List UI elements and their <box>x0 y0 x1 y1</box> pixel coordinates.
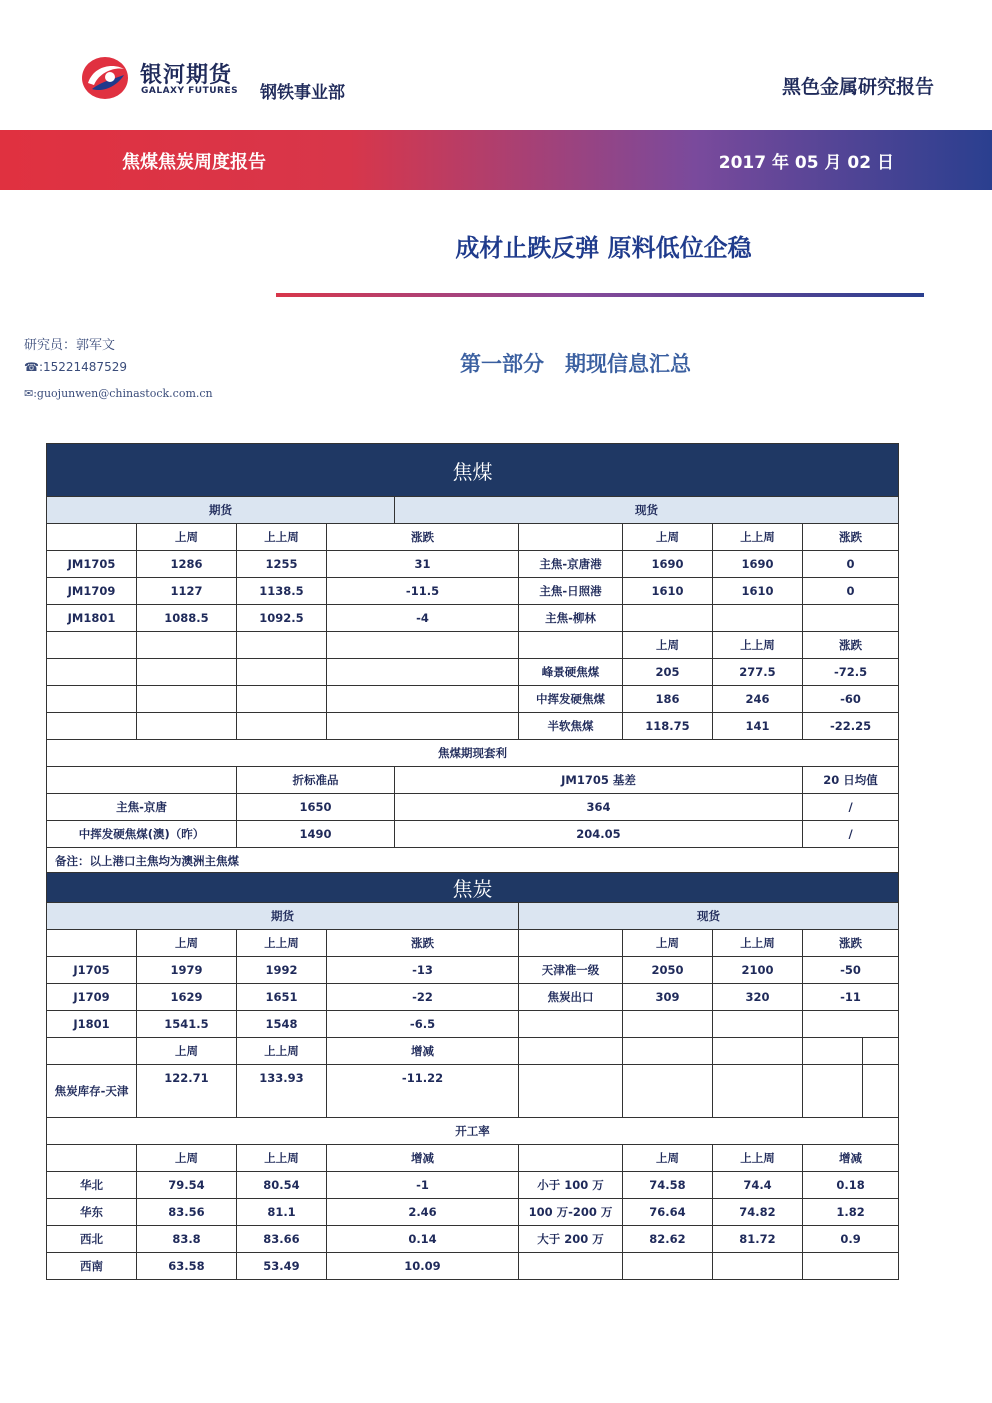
coke-table <box>46 872 899 1280</box>
empty-cell <box>47 1145 137 1172</box>
table-cell: 主焦-京唐港 <box>519 551 623 578</box>
empty-cell <box>713 1065 803 1118</box>
table-cell: 83.56 <box>137 1199 237 1226</box>
table-cell: 1286 <box>137 551 237 578</box>
arbitrage-title: 焦煤期现套利 <box>47 740 899 767</box>
table-cell: 1690 <box>713 551 803 578</box>
table-cell: 主焦-日照港 <box>519 578 623 605</box>
table-cell: 0 <box>803 578 899 605</box>
table-cell: 1541.5 <box>137 1011 237 1038</box>
table-cell: 309 <box>623 984 713 1011</box>
table-cell: 83.8 <box>137 1226 237 1253</box>
table-cell: J1705 <box>47 957 137 984</box>
table-cell: JM1709 <box>47 578 137 605</box>
col-header: 上上周 <box>237 1145 327 1172</box>
empty-cell <box>327 659 519 686</box>
galaxy-logo-icon <box>80 55 130 101</box>
table-cell: JM1705 <box>47 551 137 578</box>
col-header: 上周 <box>623 524 713 551</box>
empty-cell <box>803 1011 899 1038</box>
empty-cell <box>237 659 327 686</box>
banner-title: 焦煤焦炭周度报告 <box>122 152 266 173</box>
empty-cell <box>803 1065 863 1118</box>
table-cell: -22.25 <box>803 713 899 740</box>
col-header: 上周 <box>137 930 237 957</box>
table-cell: 100 万-200 万 <box>519 1199 623 1226</box>
empty-cell <box>519 1065 623 1118</box>
table-cell: 1138.5 <box>237 578 327 605</box>
table-cell: / <box>803 794 899 821</box>
arb-header: 折标准品 <box>237 767 395 794</box>
table-cell: 0 <box>803 551 899 578</box>
empty-cell <box>519 632 623 659</box>
table-cell: 81.1 <box>237 1199 327 1226</box>
logo-text-en: GALAXY FUTURES <box>141 86 239 96</box>
empty-cell <box>803 1253 899 1280</box>
empty-cell <box>713 1038 803 1065</box>
table-cell: 0.14 <box>327 1226 519 1253</box>
table-cell: -1 <box>327 1172 519 1199</box>
analyst-phone: ☎:15221487529 <box>24 360 127 374</box>
table-cell: 364 <box>395 794 803 821</box>
spot-label: 现货 <box>395 497 899 524</box>
empty-cell <box>623 1253 713 1280</box>
table-cell: 1092.5 <box>237 605 327 632</box>
col-header: 增减 <box>327 1038 519 1065</box>
table-cell: 1610 <box>713 578 803 605</box>
empty-cell <box>623 1038 713 1065</box>
table-cell: 0.9 <box>803 1226 899 1253</box>
table-cell: -4 <box>327 605 519 632</box>
empty-cell <box>623 1065 713 1118</box>
empty-cell <box>519 930 623 957</box>
arb-header: 20 日均值 <box>803 767 899 794</box>
empty-cell <box>519 1145 623 1172</box>
table-cell: 76.64 <box>623 1199 713 1226</box>
col-header: 上上周 <box>713 930 803 957</box>
empty-cell <box>803 1038 863 1065</box>
arb-header: JM1705 基差 <box>395 767 803 794</box>
table-cell: 74.82 <box>713 1199 803 1226</box>
empty-cell <box>137 632 237 659</box>
empty-cell <box>47 686 137 713</box>
table-cell: 246 <box>713 686 803 713</box>
empty-cell <box>47 767 237 794</box>
table-cell: 133.93 <box>237 1065 327 1118</box>
headline-divider <box>276 293 924 297</box>
col-header: 增减 <box>803 1145 899 1172</box>
empty-cell <box>713 1253 803 1280</box>
table-cell: -11.22 <box>327 1065 519 1118</box>
empty-cell <box>47 1038 137 1065</box>
table-cell: 1651 <box>237 984 327 1011</box>
table-cell: 峰景硬焦煤 <box>519 659 623 686</box>
empty-cell <box>47 930 137 957</box>
table-cell: 中挥发硬焦煤(澳)（昨） <box>47 821 237 848</box>
table-cell: -72.5 <box>803 659 899 686</box>
table-cell: JM1801 <box>47 605 137 632</box>
table-cell: 53.49 <box>237 1253 327 1280</box>
empty-cell <box>519 1011 623 1038</box>
table-cell: 118.75 <box>623 713 713 740</box>
table-cell: 1992 <box>237 957 327 984</box>
table-cell: 81.72 <box>713 1226 803 1253</box>
col-header: 增减 <box>327 1145 519 1172</box>
col-header: 涨跌 <box>803 632 899 659</box>
table-cell: 82.62 <box>623 1226 713 1253</box>
table-cell: 1548 <box>237 1011 327 1038</box>
report-type: 黑色金属研究报告 <box>781 76 934 98</box>
empty-cell <box>137 713 237 740</box>
table-cell: 204.05 <box>395 821 803 848</box>
futures-label: 期货 <box>47 497 395 524</box>
empty-cell <box>863 1065 899 1118</box>
col-header: 上周 <box>137 1145 237 1172</box>
coke-title: 焦炭 <box>47 873 899 903</box>
table-cell: 74.4 <box>713 1172 803 1199</box>
table-cell: 63.58 <box>137 1253 237 1280</box>
table-cell: 1127 <box>137 578 237 605</box>
table-cell: -11 <box>803 984 899 1011</box>
table-cell: -60 <box>803 686 899 713</box>
table-cell: -50 <box>803 957 899 984</box>
empty-cell <box>713 1011 803 1038</box>
empty-cell <box>137 686 237 713</box>
table-cell: 141 <box>713 713 803 740</box>
table-cell: 1979 <box>137 957 237 984</box>
table-cell: -13 <box>327 957 519 984</box>
empty-cell <box>519 1253 623 1280</box>
table-cell <box>803 605 899 632</box>
empty-cell <box>863 1038 899 1065</box>
table-cell: 焦炭出口 <box>519 984 623 1011</box>
table-cell: 华北 <box>47 1172 137 1199</box>
utilization-title: 开工率 <box>47 1118 899 1145</box>
table-cell: 主焦-柳林 <box>519 605 623 632</box>
empty-cell <box>237 686 327 713</box>
table-cell: 83.66 <box>237 1226 327 1253</box>
headline: 成材止跌反弹 原料低位企稳 <box>455 234 752 262</box>
table-cell: -6.5 <box>327 1011 519 1038</box>
empty-cell <box>519 1038 623 1065</box>
table-cell: 10.09 <box>327 1253 519 1280</box>
table-cell: 1610 <box>623 578 713 605</box>
col-header: 上上周 <box>713 524 803 551</box>
analyst-name: 研究员：郭军文 <box>24 338 116 353</box>
empty-cell <box>237 632 327 659</box>
coking-coal-table <box>46 443 899 875</box>
logo-text: 银河期货 <box>140 63 233 88</box>
col-header: 涨跌 <box>327 524 519 551</box>
empty-cell <box>47 659 137 686</box>
table-cell: 小于 100 万 <box>519 1172 623 1199</box>
table-cell: 西南 <box>47 1253 137 1280</box>
table-cell: J1801 <box>47 1011 137 1038</box>
table-cell: 中挥发硬焦煤 <box>519 686 623 713</box>
coking-coal-title: 焦煤 <box>47 444 899 497</box>
table-cell: 31 <box>327 551 519 578</box>
table-cell: 1255 <box>237 551 327 578</box>
table-cell: 大于 200 万 <box>519 1226 623 1253</box>
table-cell: 华东 <box>47 1199 137 1226</box>
table-cell: -11.5 <box>327 578 519 605</box>
table-cell: -22 <box>327 984 519 1011</box>
col-header: 上上周 <box>237 930 327 957</box>
col-header: 上上周 <box>237 524 327 551</box>
spot-label: 现货 <box>519 903 899 930</box>
col-header: 上周 <box>137 1038 237 1065</box>
table-cell: J1709 <box>47 984 137 1011</box>
table-cell: 1690 <box>623 551 713 578</box>
table-cell: 2100 <box>713 957 803 984</box>
table-cell: 0.18 <box>803 1172 899 1199</box>
table-cell: / <box>803 821 899 848</box>
col-header: 上上周 <box>713 1145 803 1172</box>
table-cell: 1.82 <box>803 1199 899 1226</box>
table-cell: 2050 <box>623 957 713 984</box>
empty-cell <box>623 1011 713 1038</box>
col-header: 上上周 <box>237 1038 327 1065</box>
table-cell: 205 <box>623 659 713 686</box>
table-cell: 主焦-京唐 <box>47 794 237 821</box>
table-cell: 西北 <box>47 1226 137 1253</box>
empty-cell <box>137 659 237 686</box>
inventory-label: 焦炭库存-天津 <box>47 1065 137 1118</box>
table-cell: 1490 <box>237 821 395 848</box>
col-header: 涨跌 <box>803 930 899 957</box>
table-cell: 186 <box>623 686 713 713</box>
table-cell: 2.46 <box>327 1199 519 1226</box>
table-cell <box>623 605 713 632</box>
report-date: 2017 年 05 月 02 日 <box>718 153 894 173</box>
col-header: 涨跌 <box>327 930 519 957</box>
empty-cell <box>327 686 519 713</box>
empty-cell <box>47 713 137 740</box>
table-cell: 79.54 <box>137 1172 237 1199</box>
col-header: 上周 <box>623 930 713 957</box>
col-header: 涨跌 <box>803 524 899 551</box>
table-cell: 1629 <box>137 984 237 1011</box>
table-cell: 1650 <box>237 794 395 821</box>
empty-cell <box>327 632 519 659</box>
empty-cell <box>519 524 623 551</box>
table-cell: 320 <box>713 984 803 1011</box>
table-cell: 74.58 <box>623 1172 713 1199</box>
table-cell: 1088.5 <box>137 605 237 632</box>
table-cell <box>713 605 803 632</box>
table-cell: 277.5 <box>713 659 803 686</box>
futures-label: 期货 <box>47 903 519 930</box>
col-header: 上周 <box>623 632 713 659</box>
section-title: 第一部分 期现信息汇总 <box>460 352 691 376</box>
empty-cell <box>237 713 327 740</box>
col-header: 上周 <box>137 524 237 551</box>
table-cell: 天津准一级 <box>519 957 623 984</box>
empty-cell <box>47 632 137 659</box>
analyst-email[interactable]: ✉:guojunwen@chinastock.com.cn <box>24 387 213 400</box>
table-cell: 122.71 <box>137 1065 237 1118</box>
col-header: 上周 <box>623 1145 713 1172</box>
empty-cell <box>47 524 137 551</box>
table-note: 备注：以上港口主焦均为澳洲主焦煤 <box>47 848 899 875</box>
empty-cell <box>327 713 519 740</box>
department: 钢铁事业部 <box>260 83 345 103</box>
table-cell: 80.54 <box>237 1172 327 1199</box>
table-cell: 半软焦煤 <box>519 713 623 740</box>
col-header: 上上周 <box>713 632 803 659</box>
